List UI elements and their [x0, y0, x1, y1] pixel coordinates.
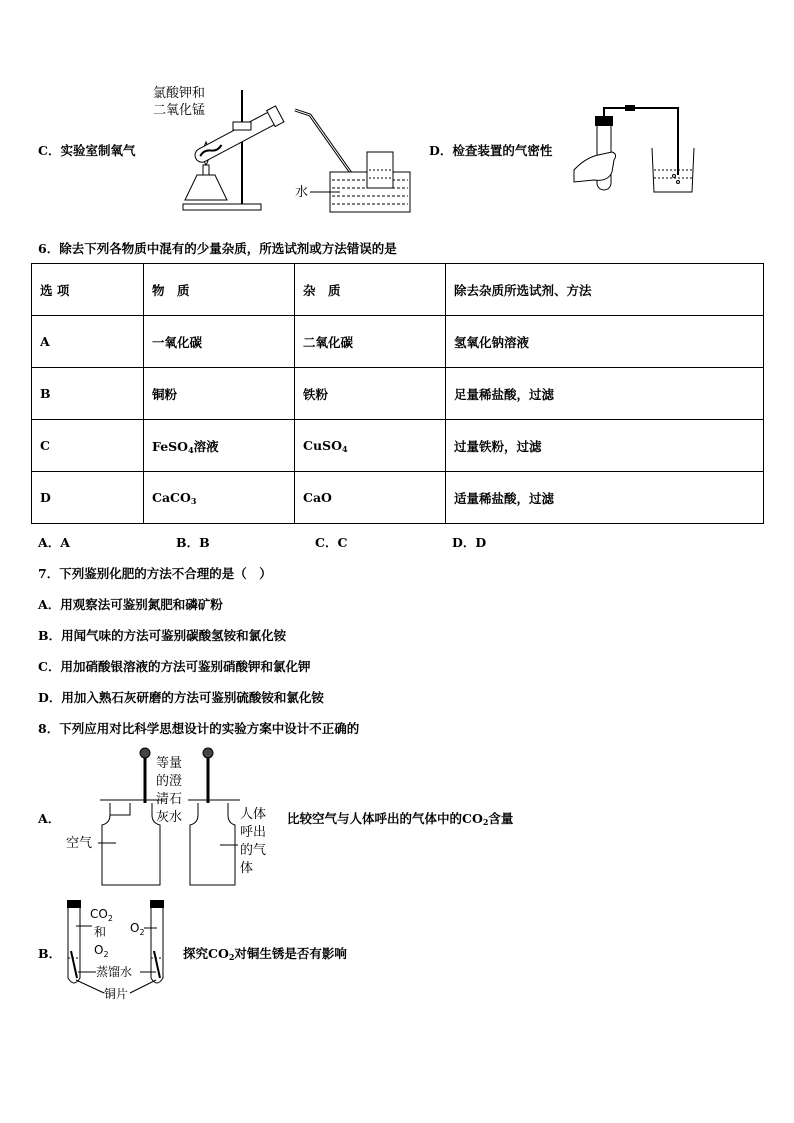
- answer-option-a: A．A: [38, 535, 70, 550]
- o2-label: $O_2$: [94, 943, 109, 959]
- q5-option-d: D．检查装置的气密性: [429, 143, 553, 158]
- o2-label-right: $O_2$: [130, 921, 145, 937]
- header-method: 除去杂质所选试剂、方法: [446, 264, 764, 316]
- breath-label-2: 呼出: [240, 825, 267, 840]
- row-method: 适量稀盐酸，过滤: [446, 472, 764, 524]
- row-substance: 铜粉: [144, 368, 295, 420]
- breath-label-3: 的气: [240, 843, 267, 858]
- table-header-row: [32, 264, 764, 316]
- row-option: D: [32, 472, 144, 524]
- row-method: 氢氧化钠溶液: [446, 316, 764, 368]
- co2-comparison-apparatus: [60, 745, 285, 890]
- q7-option-b: B．用闻气味的方法可鉴别碳酸氢铵和氯化铵: [38, 628, 287, 643]
- row-option: A: [32, 316, 144, 368]
- q7-option-c: C．用加硝酸银溶液的方法可鉴别硝酸钾和氯化钾: [38, 659, 311, 674]
- header-option: 选 项: [32, 264, 144, 316]
- breath-label-1: 人体: [240, 807, 267, 822]
- q7-option-a: A．用观察法可鉴别氮肥和磷矿粉: [38, 597, 223, 612]
- table-row: [32, 316, 764, 368]
- row-impurity: CaO: [295, 472, 446, 524]
- row-method: 足量稀盐酸，过滤: [446, 368, 764, 420]
- airtightness-check-apparatus: [570, 100, 700, 200]
- table-row: [32, 368, 764, 420]
- copper-sheet-label: 铜片: [104, 987, 129, 1001]
- row-option: B: [32, 368, 144, 420]
- row-method: 过量铁粉，过滤: [446, 420, 764, 472]
- row-substance: FeSO$_4$溶液: [144, 420, 295, 472]
- co2-label: $CO_2$: [90, 907, 113, 923]
- q8-option-b-desc: 探究$CO_2$对铜生锈是否有影响: [183, 946, 347, 962]
- limewater-label-2: 的澄: [156, 774, 183, 789]
- kclo3-label-line1: 氯酸钾和: [153, 86, 206, 101]
- row-impurity: 二氧化碳: [295, 316, 446, 368]
- q7-stem: 7．下列鉴别化肥的方法不合理的是（ ）: [38, 566, 272, 581]
- table-row: [32, 472, 764, 524]
- oxygen-preparation-apparatus: [145, 80, 420, 220]
- q5-option-c: C．实验室制氧气: [38, 143, 136, 158]
- water-label: 水: [295, 185, 309, 200]
- row-substance: 一氧化碳: [144, 316, 295, 368]
- row-option: C: [32, 420, 144, 472]
- row-impurity: 铁粉: [295, 368, 446, 420]
- q8-stem: 8．下列应用对比科学思想设计的实验方案中设计不正确的: [38, 721, 360, 736]
- kclo3-label-line2: 二氧化锰: [153, 103, 206, 118]
- header-impurity: 杂 质: [295, 264, 446, 316]
- row-substance: CaCO$_3$: [144, 472, 295, 524]
- air-label: 空气: [66, 836, 93, 851]
- q6-table: [31, 263, 764, 524]
- breath-label-4: 体: [240, 861, 254, 876]
- answer-option-c: C．C: [315, 535, 348, 550]
- table-row: [32, 420, 764, 472]
- q8-option-a-letter: A．: [38, 811, 61, 826]
- limewater-label-1: 等量: [156, 756, 183, 771]
- distilled-water-label: 蒸馏水: [96, 965, 133, 979]
- limewater-label-4: 灰水: [156, 810, 183, 825]
- copper-rust-apparatus: [60, 896, 175, 1006]
- and-label: 和: [94, 925, 107, 939]
- answer-option-b: B．B: [176, 535, 210, 550]
- answer-option-d: D．D: [452, 535, 487, 550]
- q8-option-a-desc: 比较空气与人体呼出的气体中的$CO_2$含量: [287, 811, 514, 827]
- row-impurity: CuSO$_4$: [295, 420, 446, 472]
- q8-option-b-letter: B．: [38, 946, 62, 961]
- q6-stem: 6．除去下列各物质中混有的少量杂质，所选试剂或方法错误的是: [38, 241, 397, 256]
- header-substance: 物 质: [144, 264, 295, 316]
- limewater-label-3: 清石: [156, 792, 183, 807]
- q7-option-d: D．用加入熟石灰研磨的方法可鉴别硫酸铵和氯化铵: [38, 690, 324, 705]
